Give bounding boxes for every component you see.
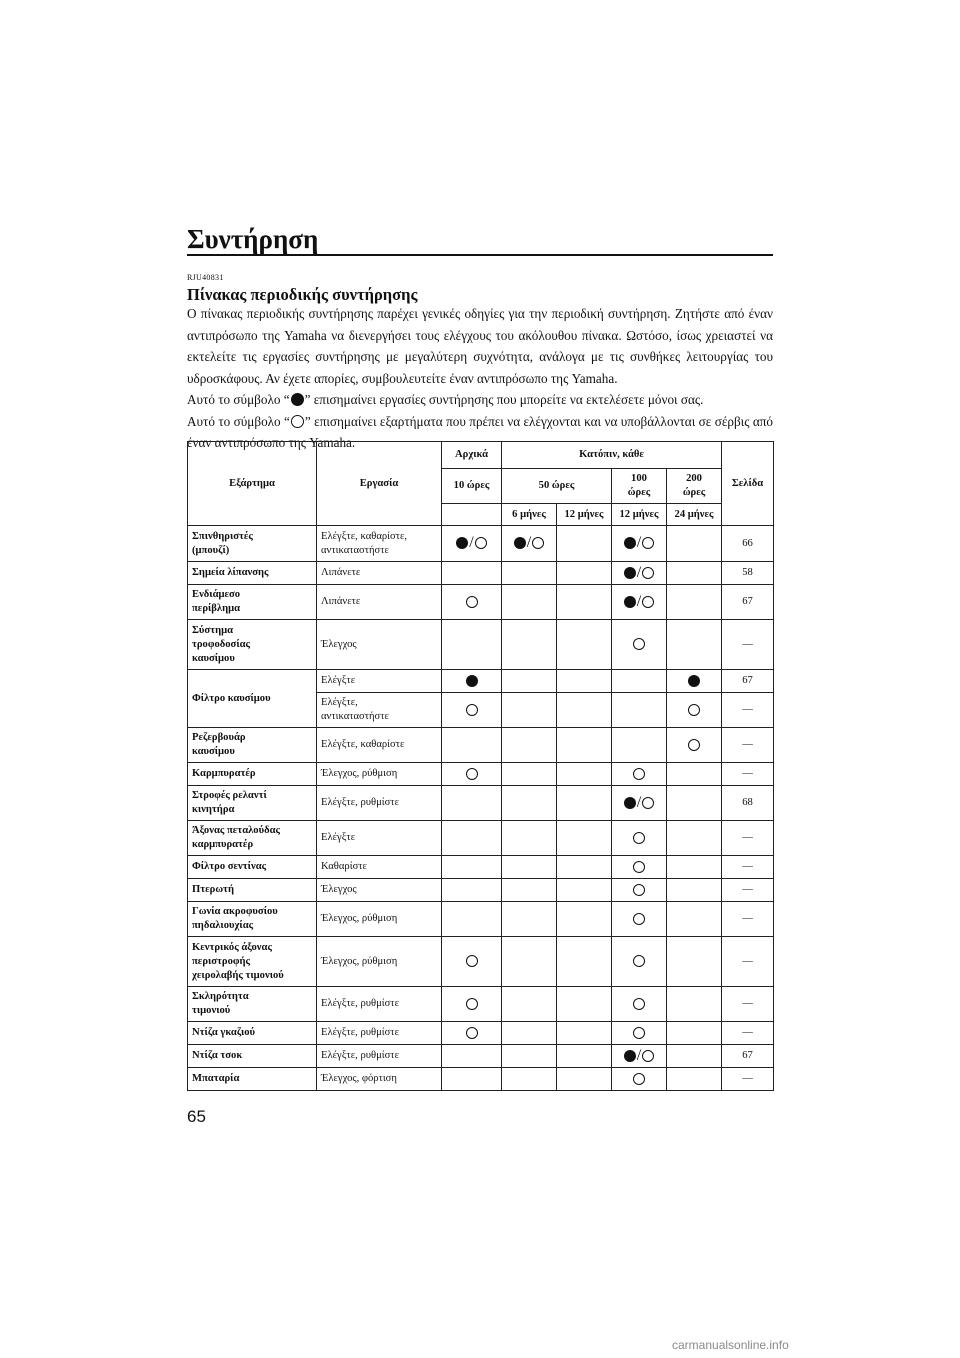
interval-cell bbox=[557, 763, 612, 786]
task-cell: Έλεγχος bbox=[317, 620, 442, 670]
interval-cell bbox=[502, 670, 557, 693]
interval-cell bbox=[502, 1068, 557, 1091]
component-cell: Φίλτρο καυσίμου bbox=[188, 670, 317, 728]
interval-cell bbox=[557, 1068, 612, 1091]
interval-cell bbox=[557, 562, 612, 585]
component-cell: Σπινθηριστές (μπουζί) bbox=[188, 526, 317, 562]
interval-cell bbox=[667, 620, 722, 670]
interval-cell bbox=[612, 856, 667, 879]
interval-cell bbox=[557, 1045, 612, 1068]
filled-circle-icon bbox=[688, 675, 700, 687]
open-circle-icon bbox=[633, 861, 645, 873]
task-cell: Ελέγξτε, ρυθμίστε bbox=[317, 786, 442, 821]
interval-cell bbox=[557, 856, 612, 879]
open-circle-icon bbox=[475, 537, 487, 549]
header-50-hours: 50 ώρες bbox=[502, 469, 612, 504]
interval-cell bbox=[442, 562, 502, 585]
header-task: Εργασία bbox=[317, 442, 442, 526]
interval-cell bbox=[502, 620, 557, 670]
open-circle-icon bbox=[688, 739, 700, 751]
interval-cell bbox=[612, 937, 667, 987]
open-circle-icon bbox=[633, 768, 645, 780]
task-cell: Ελέγξτε, καθαρίστε, αντικαταστήστε bbox=[317, 526, 442, 562]
interval-cell bbox=[667, 879, 722, 902]
open-circle-icon bbox=[633, 884, 645, 896]
interval-cell bbox=[442, 902, 502, 937]
page-cell: — bbox=[722, 693, 774, 728]
header-100-hours: 100 ώρες bbox=[612, 469, 667, 504]
open-circle-icon bbox=[633, 913, 645, 925]
filled-circle-icon bbox=[624, 567, 636, 579]
open-note-suffix: ” επισημαίνει εξαρτήματα που πρέπει να ελέγχονται και να υποβάλλονται σε σέρβις από έναν αντιπρόσωπο της Yamaha. bbox=[187, 413, 773, 450]
page-cell: — bbox=[722, 856, 774, 879]
interval-cell bbox=[612, 728, 667, 763]
interval-cell bbox=[442, 821, 502, 856]
interval-cell bbox=[442, 585, 502, 620]
task-cell: Ελέγξτε bbox=[317, 670, 442, 693]
open-circle-icon bbox=[633, 955, 645, 967]
interval-cell bbox=[612, 879, 667, 902]
header-page: Σελίδα bbox=[722, 442, 774, 526]
interval-cell bbox=[442, 786, 502, 821]
header-blank bbox=[442, 504, 502, 526]
slash-separator: / bbox=[526, 534, 532, 552]
table-row bbox=[188, 585, 774, 620]
table-row bbox=[188, 1045, 774, 1068]
interval-cell bbox=[442, 763, 502, 786]
component-cell: Σημεία λίπανσης bbox=[188, 562, 317, 585]
interval-cell bbox=[502, 1022, 557, 1045]
interval-cell bbox=[502, 987, 557, 1022]
component-cell: Άξονας πεταλούδας καρμπυρατέρ bbox=[188, 821, 317, 856]
title-rule bbox=[187, 254, 773, 256]
page-cell: — bbox=[722, 821, 774, 856]
interval-cell bbox=[667, 585, 722, 620]
task-cell: Λιπάνετε bbox=[317, 585, 442, 620]
interval-cell bbox=[667, 987, 722, 1022]
open-circle-icon bbox=[642, 596, 654, 608]
interval-cell bbox=[557, 937, 612, 987]
filled-circle-icon bbox=[624, 797, 636, 809]
table-row bbox=[188, 620, 774, 670]
interval-cell bbox=[612, 1022, 667, 1045]
interval-cell bbox=[442, 987, 502, 1022]
open-circle-icon bbox=[633, 832, 645, 844]
interval-cell bbox=[667, 786, 722, 821]
table-row bbox=[188, 526, 774, 562]
intro-paragraph: Ο πίνακας περιοδικής συντήρησης παρέχει γενικές οδηγίες για την περιοδική συντήρηση. Ζητήστε από έναν αντιπρόσωπο της Yamaha να διενεργήσει τους ελέγχους του ακόλουθου πίνακα. Ωστόσο, ίσως χρειαστεί να εκτελείτε τις εργασίες συντήρησης με μεγαλύτερη συχνότητα, ανάλογα με τις συνθήκες λειτουργίας του υδροσκάφους. Αν έχετε απορίες, συμβουλευτείτε έναν αντιπρόσωπο της Yamaha. bbox=[187, 306, 773, 386]
interval-cell bbox=[442, 693, 502, 728]
table-row bbox=[188, 902, 774, 937]
interval-cell bbox=[612, 902, 667, 937]
component-cell: Σύστημα τροφοδοσίας καυσίμου bbox=[188, 620, 317, 670]
task-cell: Έλεγχος, ρύθμιση bbox=[317, 902, 442, 937]
component-cell: Ντίζα τσοκ bbox=[188, 1045, 317, 1068]
interval-cell bbox=[502, 763, 557, 786]
open-circle-icon bbox=[633, 1027, 645, 1039]
header-initial: Αρχικά bbox=[442, 442, 502, 469]
filled-circle-icon bbox=[624, 537, 636, 549]
intro-text bbox=[187, 303, 773, 454]
interval-cell bbox=[667, 1068, 722, 1091]
interval-cell bbox=[557, 879, 612, 902]
interval-cell bbox=[557, 526, 612, 562]
table-row bbox=[188, 670, 774, 693]
table-row bbox=[188, 786, 774, 821]
interval-cell bbox=[612, 526, 667, 562]
component-cell: Καρμπυρατέρ bbox=[188, 763, 317, 786]
table-row bbox=[188, 987, 774, 1022]
document-code: RJU40831 bbox=[187, 273, 224, 282]
interval-cell bbox=[667, 526, 722, 562]
table-row bbox=[188, 562, 774, 585]
component-cell: Κεντρικός άξονας περιστροφής χειρολαβής τιμονιού bbox=[188, 937, 317, 987]
interval-cell bbox=[667, 693, 722, 728]
page-title: Συντήρηση bbox=[187, 224, 319, 254]
component-cell: Σκληρότητα τιμονιού bbox=[188, 987, 317, 1022]
page-cell: 67 bbox=[722, 670, 774, 693]
interval-cell bbox=[442, 620, 502, 670]
header-24-months: 24 μήνες bbox=[667, 504, 722, 526]
interval-cell bbox=[442, 728, 502, 763]
page-cell: 68 bbox=[722, 786, 774, 821]
open-circle-icon bbox=[633, 638, 645, 650]
open-circle-icon bbox=[466, 998, 478, 1010]
interval-cell bbox=[502, 937, 557, 987]
interval-cell bbox=[667, 763, 722, 786]
interval-cell bbox=[612, 1068, 667, 1091]
slash-separator: / bbox=[636, 592, 642, 610]
header-10-hours: 10 ώρες bbox=[442, 469, 502, 504]
open-note-prefix: Αυτό το σύμβολο “ bbox=[187, 413, 290, 429]
table-row bbox=[188, 821, 774, 856]
task-cell: Λιπάνετε bbox=[317, 562, 442, 585]
table-row bbox=[188, 856, 774, 879]
page-number: 65 bbox=[187, 1107, 206, 1126]
header-6-months: 6 μήνες bbox=[502, 504, 557, 526]
interval-cell bbox=[442, 1045, 502, 1068]
open-circle-icon bbox=[633, 1073, 645, 1085]
task-cell: Ελέγξτε, ρυθμίστε bbox=[317, 1045, 442, 1068]
interval-cell bbox=[612, 1045, 667, 1068]
page-cell: 67 bbox=[722, 585, 774, 620]
interval-cell bbox=[557, 693, 612, 728]
open-circle-icon bbox=[466, 1027, 478, 1039]
filled-circle-icon bbox=[456, 537, 468, 549]
interval-cell bbox=[612, 786, 667, 821]
table-row bbox=[188, 879, 774, 902]
interval-cell bbox=[557, 821, 612, 856]
slash-separator: / bbox=[636, 563, 642, 581]
interval-cell bbox=[612, 763, 667, 786]
filled-symbol-note bbox=[187, 389, 773, 411]
page-cell: — bbox=[722, 763, 774, 786]
open-circle-icon bbox=[642, 537, 654, 549]
table-row bbox=[188, 763, 774, 786]
page-cell: — bbox=[722, 1022, 774, 1045]
page-cell: — bbox=[722, 902, 774, 937]
task-cell: Έλεγχος bbox=[317, 879, 442, 902]
slash-separator: / bbox=[636, 1046, 642, 1064]
task-cell: Ελέγξτε, ρυθμίστε bbox=[317, 1022, 442, 1045]
open-circle-icon bbox=[642, 567, 654, 579]
interval-cell bbox=[557, 728, 612, 763]
open-circle-icon bbox=[466, 596, 478, 608]
interval-cell bbox=[442, 879, 502, 902]
interval-cell bbox=[612, 821, 667, 856]
interval-cell bbox=[667, 937, 722, 987]
component-cell: Ενδιάμεσο περίβλημα bbox=[188, 585, 317, 620]
interval-cell bbox=[667, 821, 722, 856]
filled-circle-icon bbox=[291, 393, 304, 406]
component-cell: Γωνία ακροφυσίου πηδαλιουχίας bbox=[188, 902, 317, 937]
page-cell: — bbox=[722, 620, 774, 670]
interval-cell bbox=[667, 1045, 722, 1068]
slash-separator: / bbox=[636, 534, 642, 552]
interval-cell bbox=[502, 728, 557, 763]
component-cell: Πτερωτή bbox=[188, 879, 317, 902]
interval-cell bbox=[557, 670, 612, 693]
filled-circle-icon bbox=[466, 675, 478, 687]
interval-cell bbox=[612, 987, 667, 1022]
component-cell: Ρεζερβουάρ καυσίμου bbox=[188, 728, 317, 763]
task-cell: Έλεγχος, φόρτιση bbox=[317, 1068, 442, 1091]
page-cell: — bbox=[722, 987, 774, 1022]
interval-cell bbox=[502, 693, 557, 728]
open-circle-icon bbox=[688, 704, 700, 716]
interval-cell bbox=[502, 902, 557, 937]
interval-cell bbox=[502, 821, 557, 856]
page-cell: — bbox=[722, 879, 774, 902]
interval-cell bbox=[667, 670, 722, 693]
interval-cell bbox=[667, 856, 722, 879]
page-cell: — bbox=[722, 1068, 774, 1091]
header-12-months-a: 12 μήνες bbox=[557, 504, 612, 526]
header-12-months-b: 12 μήνες bbox=[612, 504, 667, 526]
open-circle-icon bbox=[291, 415, 304, 428]
table-row bbox=[188, 1068, 774, 1091]
filled-circle-icon bbox=[514, 537, 526, 549]
open-circle-icon bbox=[466, 768, 478, 780]
open-circle-icon bbox=[633, 998, 645, 1010]
interval-cell bbox=[612, 693, 667, 728]
task-cell: Ελέγξτε, αντικαταστήστε bbox=[317, 693, 442, 728]
interval-cell bbox=[557, 620, 612, 670]
interval-cell bbox=[557, 902, 612, 937]
open-circle-icon bbox=[532, 537, 544, 549]
task-cell: Έλεγχος, ρύθμιση bbox=[317, 763, 442, 786]
interval-cell bbox=[442, 856, 502, 879]
interval-cell bbox=[667, 728, 722, 763]
component-cell: Φίλτρο σεντίνας bbox=[188, 856, 317, 879]
interval-cell bbox=[502, 856, 557, 879]
interval-cell bbox=[612, 670, 667, 693]
interval-cell bbox=[612, 620, 667, 670]
header-200-hours: 200 ώρες bbox=[667, 469, 722, 504]
interval-cell bbox=[667, 1022, 722, 1045]
page-cell: 66 bbox=[722, 526, 774, 562]
filled-note-suffix: ” επισημαίνει εργασίες συντήρησης που μπορείτε να εκτελέσετε μόνοι σας. bbox=[304, 392, 704, 407]
maintenance-schedule-table bbox=[187, 441, 774, 1091]
slash-separator: / bbox=[636, 793, 642, 811]
component-cell: Μπαταρία bbox=[188, 1068, 317, 1091]
filled-circle-icon bbox=[624, 596, 636, 608]
interval-cell bbox=[502, 786, 557, 821]
interval-cell bbox=[667, 562, 722, 585]
interval-cell bbox=[442, 670, 502, 693]
component-cell: Ντίζα γκαζιού bbox=[188, 1022, 317, 1045]
task-cell: Ελέγξτε bbox=[317, 821, 442, 856]
open-circle-icon bbox=[642, 797, 654, 809]
table-row bbox=[188, 937, 774, 987]
section-heading: Πίνακας περιοδικής συντήρησης bbox=[187, 285, 418, 304]
header-thereafter: Κατόπιν, κάθε bbox=[502, 442, 722, 469]
interval-cell bbox=[442, 1022, 502, 1045]
interval-cell bbox=[667, 902, 722, 937]
page-cell: — bbox=[722, 937, 774, 987]
interval-cell bbox=[442, 937, 502, 987]
open-circle-icon bbox=[466, 704, 478, 716]
interval-cell bbox=[502, 879, 557, 902]
interval-cell bbox=[442, 1068, 502, 1091]
interval-cell bbox=[612, 585, 667, 620]
task-cell: Έλεγχος, ρύθμιση bbox=[317, 937, 442, 987]
filled-circle-icon bbox=[624, 1050, 636, 1062]
component-cell: Στροφές ρελαντί κινητήρα bbox=[188, 786, 317, 821]
table-row bbox=[188, 1022, 774, 1045]
interval-cell bbox=[557, 585, 612, 620]
open-circle-icon bbox=[642, 1050, 654, 1062]
open-circle-icon bbox=[466, 955, 478, 967]
page-cell: — bbox=[722, 728, 774, 763]
filled-note-prefix: Αυτό το σύμβολο “ bbox=[187, 392, 290, 407]
interval-cell bbox=[502, 562, 557, 585]
interval-cell bbox=[612, 562, 667, 585]
page-cell: 58 bbox=[722, 562, 774, 585]
page-cell: 67 bbox=[722, 1045, 774, 1068]
task-cell: Ελέγξτε, ρυθμίστε bbox=[317, 987, 442, 1022]
interval-cell bbox=[502, 585, 557, 620]
interval-cell bbox=[502, 1045, 557, 1068]
slash-separator: / bbox=[469, 534, 474, 552]
interval-cell bbox=[557, 1022, 612, 1045]
watermark: carmanualsonline.info bbox=[672, 1338, 789, 1352]
interval-cell bbox=[557, 786, 612, 821]
header-component: Εξάρτημα bbox=[188, 442, 317, 526]
task-cell: Καθαρίστε bbox=[317, 856, 442, 879]
task-cell: Ελέγξτε, καθαρίστε bbox=[317, 728, 442, 763]
table-row bbox=[188, 728, 774, 763]
interval-cell bbox=[557, 987, 612, 1022]
interval-cell bbox=[442, 526, 502, 562]
interval-cell bbox=[502, 526, 557, 562]
